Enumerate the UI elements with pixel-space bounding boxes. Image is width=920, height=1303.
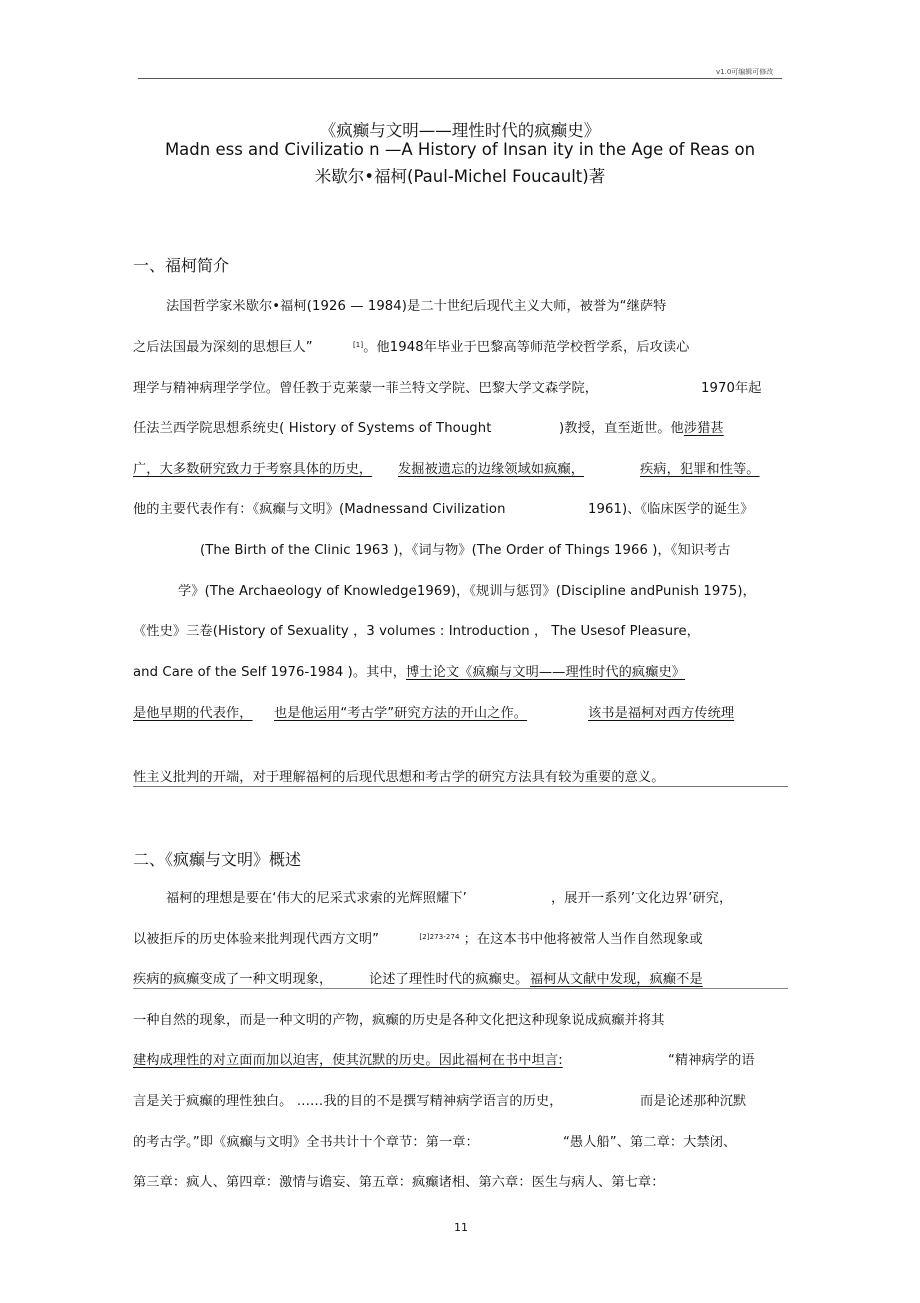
s1-line-4-tail xyxy=(559,417,724,436)
section-heading-2: 二、《疯癫与文明》概述 xyxy=(133,850,302,869)
citation-ref-2: [2]273-274 xyxy=(419,933,460,941)
text-run: The Usesof Pleasure， xyxy=(551,624,700,639)
s1-line-6 xyxy=(133,498,506,517)
text-run: 他的主要代表作有：《疯癫与文明》(Madnessand Civilization xyxy=(133,502,506,517)
text-run: 福柯的理想是要在‘伟大的尼采式求索的光辉照耀下’ xyxy=(166,891,467,906)
text-run: and Care of the Self 1976-1984 )。其中， xyxy=(133,665,407,680)
s1-line-12 xyxy=(133,766,665,785)
s2-line-3-c: 福柯从文献中发现，疯癫不是 xyxy=(530,972,703,987)
s1-line-11-c: 该书是福柯对西方传统理 xyxy=(588,706,735,721)
s2-line-8 xyxy=(133,1171,665,1190)
text-run: 1961)、《临床医学的诞生》 xyxy=(588,502,754,517)
text-run: “愚人船”、第二章：大禁闭、 xyxy=(563,1135,737,1150)
page-number: 11 xyxy=(454,1221,468,1234)
document-title-en: Madn ess and Civilizatio n —A History of Insan ity in the Age of Reas on xyxy=(164,140,756,159)
s2-line-3-a: 疾病的疯癫变成了一种文明现象， xyxy=(133,972,333,987)
header-version-note: v1.0可编辑可修改 xyxy=(716,68,774,76)
s1-line-11-a: 是他早期的代表作， xyxy=(133,706,253,721)
s1-line-11-b: 也是他运用“考古学”研究方法的开山之作。 xyxy=(274,706,528,721)
s2-line-7 xyxy=(133,1131,479,1150)
text-run: (The Birth of the Clinic 1963 )，《词与物》(The Order of Things 1966 )，《知识考古 xyxy=(200,543,731,558)
text-run: 之后法国最为深刻的思想巨人” xyxy=(133,340,313,355)
line-divider-2 xyxy=(133,988,788,989)
text-run: ；在这本书中他将被常人当作自然现象或 xyxy=(463,932,703,947)
s1-line-9 xyxy=(133,620,700,639)
s2-line-6-tail xyxy=(640,1090,746,1109)
text-run: 。他1948年毕业于巴黎高等师范学校哲学系，后攻读心 xyxy=(363,340,690,355)
section-heading-1: 一、福柯简介 xyxy=(133,256,230,275)
s1-line-8 xyxy=(178,580,756,599)
s1-line-10 xyxy=(133,661,685,680)
s2-line-3-b: 论述了理性时代的疯癫史。 xyxy=(369,972,529,987)
document-author: 米歇尔•福柯(Paul-Michel Foucault)著 xyxy=(314,167,606,186)
s1-line-4 xyxy=(133,417,492,436)
text-run: )教授，直至逝世。他 xyxy=(559,421,684,436)
text-run: 法国哲学家米歇尔•福柯(1926 — 1984)是二十世纪后现代主义大师，被誉为“继萨特 xyxy=(166,299,667,314)
text-run: 以被拒斥的历史体验来批判现代西方文明” xyxy=(133,932,380,947)
s2-line-1-tail xyxy=(551,887,732,906)
text-run: 一种自然的现象，而是一种文明的产物，疯癫的历史是各种文化把这种现象说成疯癫并将其 xyxy=(133,1013,665,1028)
text-run: 任法兰西学院思想系统史( History of Systems of Thought xyxy=(133,421,492,436)
document-title-cn: 《疯癫与文明——理性时代的疯癫史》 xyxy=(319,121,601,140)
s1-line-6-tail xyxy=(588,498,753,517)
citation-ref-1: [1] xyxy=(352,341,364,349)
s2-line-7-tail xyxy=(563,1131,736,1150)
header-rule xyxy=(138,78,782,79)
text-run: 学》(The Archaeology of Knowledge1969)，《规训与惩罚》(Discipline andPunish 1975)， xyxy=(178,584,756,599)
text-run: 的考古学。”即《疯癫与文明》全书共计十个章节：第一章： xyxy=(133,1135,479,1150)
underlined-run: 博士论文《疯癫与文明——理性时代的疯癫史》 xyxy=(406,665,686,680)
s2-line-4 xyxy=(133,1009,665,1028)
s1-line-2 xyxy=(133,336,689,355)
s2-line-2 xyxy=(133,928,703,947)
s1-line-7 xyxy=(200,539,731,558)
s1-line-1 xyxy=(166,295,666,314)
underlined-run: 建构成理性的对立面而加以迫害，使其沉默的历史。因此福柯在书中坦言: xyxy=(133,1053,563,1068)
text-run: 第三章：疯人、第四章：激情与谵妄、第五章：疯癫诸相、第六章：医生与病人、第七章： xyxy=(133,1175,665,1190)
s1-line-5-c: 疾病，犯罪和性等。 xyxy=(640,462,760,477)
s1-line-5-b: 发掘被遗忘的边缘领域如疯癫， xyxy=(398,462,585,477)
s1-line-3 xyxy=(133,377,598,396)
s2-line-6 xyxy=(133,1090,563,1109)
s1-line-5-a: 广，大多数研究致力于考察具体的历史， xyxy=(133,462,373,477)
s2-line-5-tail xyxy=(668,1049,755,1068)
text-run: ，展开一系列’文化边界’研究， xyxy=(551,891,733,906)
text-run: 理学与精神病理学学位。曾任教于克莱蒙一菲兰特文学院、巴黎大学文森学院， xyxy=(133,381,599,396)
s2-line-1 xyxy=(166,887,467,906)
text-run: 1970年起 xyxy=(701,381,762,396)
text-run: 性主义批判的开端，对于理解福柯的后现代思想和考古学的研究方法具有较为重要的意义。 xyxy=(133,770,665,785)
text-run: 而是论述那种沉默 xyxy=(640,1094,747,1109)
text-run: “精神病学的语 xyxy=(668,1053,755,1068)
underlined-run: 涉猎甚 xyxy=(683,421,724,436)
section-divider-1 xyxy=(133,786,788,787)
s1-line-3-tail xyxy=(701,377,762,396)
text-run: 《性史》三卷(History of Sexuality ，3 volumes : Introduction ， xyxy=(133,624,548,639)
s2-line-5 xyxy=(133,1049,563,1068)
text-run: 言是关于疯癫的理性独白。 ……我的目的不是撰写精神病学语言的历史， xyxy=(133,1094,563,1109)
